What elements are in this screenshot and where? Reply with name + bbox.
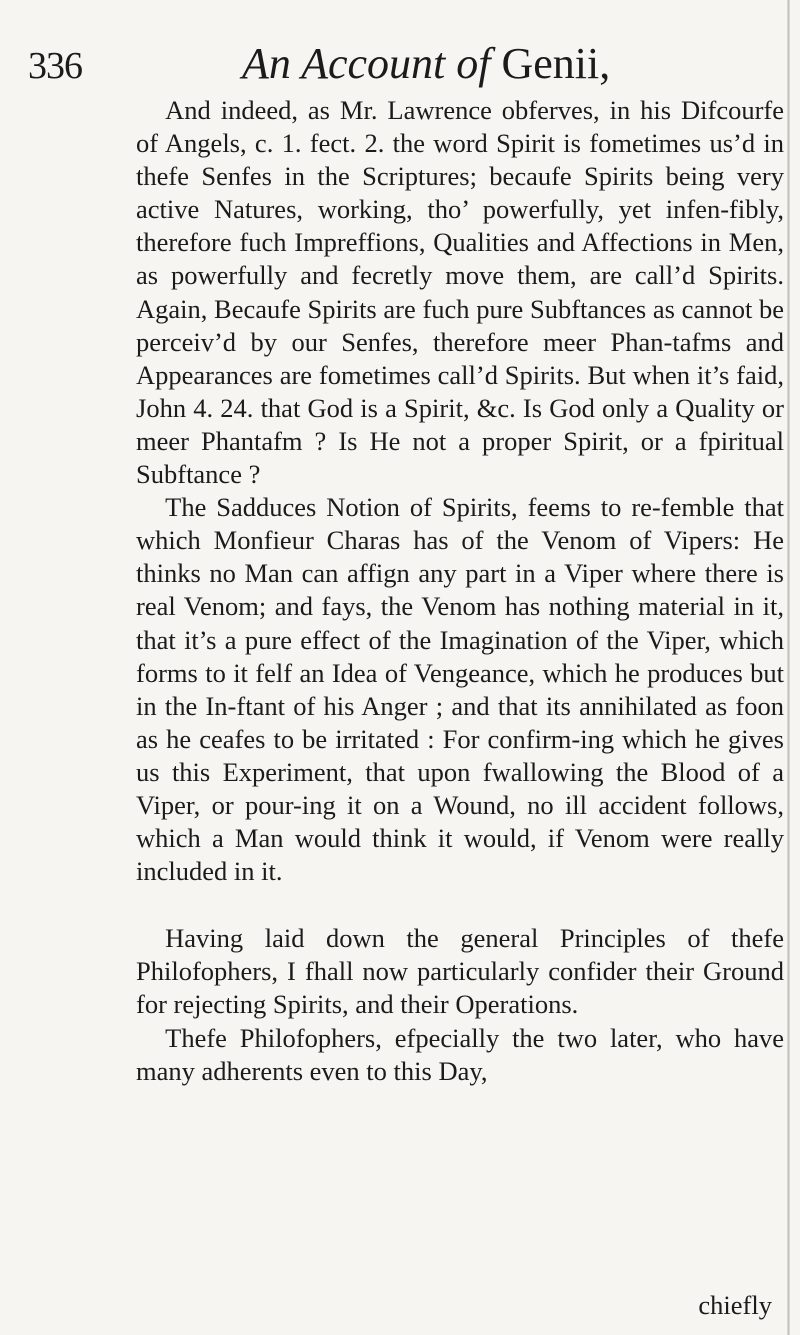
running-title-plain: Genii,	[501, 39, 611, 88]
paragraph-2: The Sadduces Notion of Spirits, feems to re-femble that which Monfieur Charas has of the Venom of Vipers: He thinks no Man can affign any part in a Viper where there is real Venom; and fays, the Venom has nothing material in it, that it’s a pure effect of the Imagination of the Viper, which forms to it felf an Idea of Vengeance, which he produces but in the In-ftant of his Anger ; and that its annihilated as foon as he ceafes to be irritated : For confirm-ing which he gives us this Experiment, that upon fwallowing the Blood of a Viper, or pour-ing it on a Wound, no ill accident follows, which a Man would think it would, if Venom were really included in it.	[136, 492, 784, 887]
running-title	[242, 38, 610, 89]
running-head	[0, 22, 800, 88]
running-title-italic: An Account of	[242, 39, 491, 88]
paragraph-4: Thefe Philofophers, efpecially the two later, who have many adherents even to this Day,	[136, 1022, 784, 1086]
paragraph-1: And indeed, as Mr. Lawrence obferves, in his Difcourfe of Angels, c. 1. fect. 2. the word Spirit is fometimes us’d in thefe Senfes in the Scriptures; becaufe Spirits being very active Natures, working, tho’ powerfully, yet infen-fibly, therefore fuch Impreffions, Qualities and Affections in Men, as powerfully and fecretly move them, are call’d Spirits. Again, Becaufe Spirits are fuch pure Subftances as cannot be perceiv’d by our Senfes, therefore meer Phan-tafms and Appearances are fometimes call’d Spirits. But when it’s faid, John 4. 24. that God is a Spirit, &c. Is God only a Quality or meer Phantafm ? Is He not a proper Spirit, or a fpiritual Subftance ?	[136, 95, 784, 490]
paragraph-3: Having laid down the general Principles of thefe Philofophers, I fhall now particularly confider their Ground for rejecting Spirits, and their Operations.	[136, 923, 784, 1020]
body-text	[136, 94, 784, 1088]
catchword: chiefly	[698, 1290, 772, 1320]
page-edge-shadow	[787, 0, 790, 1335]
page-number: 336	[28, 45, 82, 87]
